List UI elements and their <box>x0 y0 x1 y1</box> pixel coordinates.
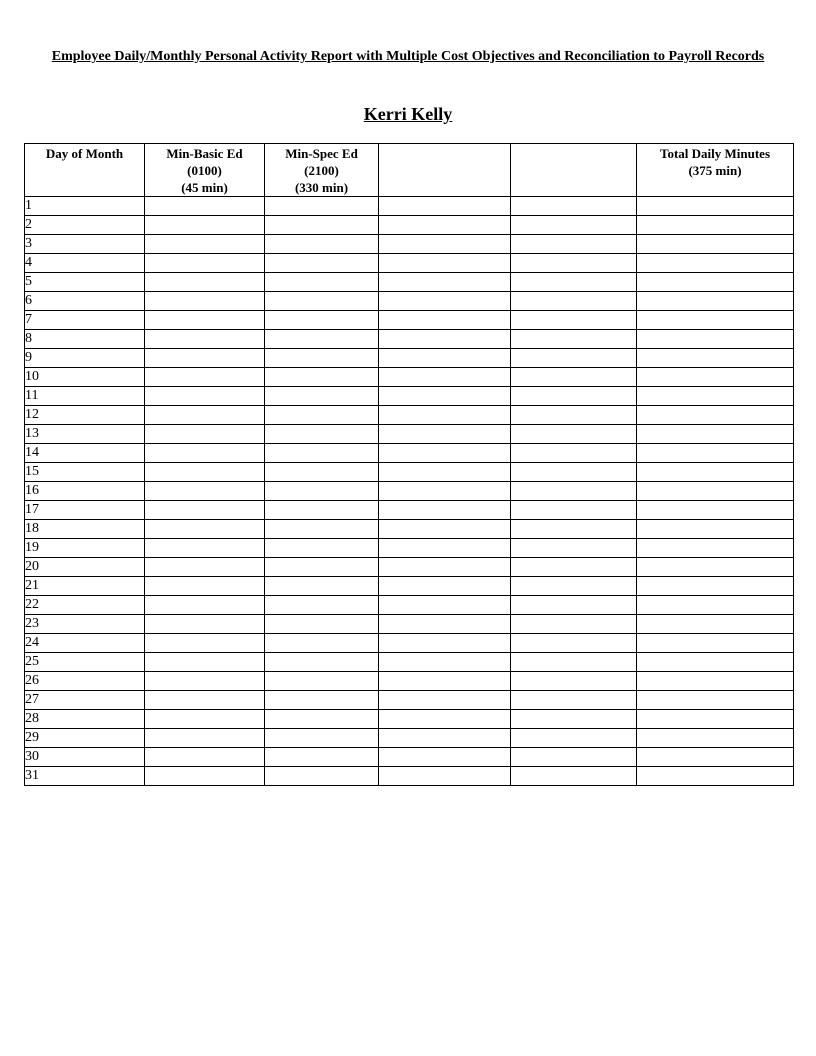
table-row <box>25 634 794 653</box>
column-4-cell[interactable] <box>379 520 511 539</box>
total-daily-minutes-cell[interactable] <box>637 672 794 691</box>
total-daily-minutes-cell[interactable] <box>637 482 794 501</box>
day-number-cell: 12 <box>25 406 145 425</box>
total-daily-minutes-cell[interactable] <box>637 387 794 406</box>
table-row <box>25 406 794 425</box>
table-row <box>25 311 794 330</box>
column-5-cell[interactable] <box>511 748 637 767</box>
spec-ed-cell[interactable] <box>265 235 379 254</box>
day-number-cell: 4 <box>25 254 145 273</box>
spec-ed-cell[interactable] <box>265 216 379 235</box>
spec-ed-cell[interactable] <box>265 254 379 273</box>
table-row <box>25 596 794 615</box>
column-4-cell[interactable] <box>379 596 511 615</box>
basic-ed-cell[interactable] <box>145 539 265 558</box>
total-daily-minutes-cell[interactable] <box>637 653 794 672</box>
basic-ed-cell[interactable] <box>145 691 265 710</box>
spec-ed-cell[interactable] <box>265 387 379 406</box>
basic-ed-cell[interactable] <box>145 501 265 520</box>
table-row <box>25 539 794 558</box>
column-4-cell[interactable] <box>379 767 511 786</box>
column-5-cell[interactable] <box>511 425 637 444</box>
total-daily-minutes-cell[interactable] <box>637 577 794 596</box>
day-number-cell: 27 <box>25 691 145 710</box>
basic-ed-cell[interactable] <box>145 767 265 786</box>
day-number-cell: 26 <box>25 672 145 691</box>
basic-ed-cell[interactable] <box>145 596 265 615</box>
spec-ed-cell[interactable] <box>265 406 379 425</box>
basic-ed-cell[interactable] <box>145 273 265 292</box>
basic-ed-cell[interactable] <box>145 463 265 482</box>
day-number-cell: 5 <box>25 273 145 292</box>
table-row <box>25 425 794 444</box>
header-spec-ed-label: Min-Spec Ed <box>285 146 358 161</box>
table-row <box>25 767 794 786</box>
header-total-label: Total Daily Minutes <box>659 146 771 161</box>
column-5-cell[interactable] <box>511 596 637 615</box>
spec-ed-cell[interactable] <box>265 349 379 368</box>
header-basic-ed-label: Min-Basic Ed <box>166 146 243 161</box>
total-daily-minutes-cell[interactable] <box>637 311 794 330</box>
column-4-cell[interactable] <box>379 406 511 425</box>
day-number-cell: 11 <box>25 387 145 406</box>
basic-ed-cell[interactable] <box>145 444 265 463</box>
header-basic-ed-code: (0100) <box>187 163 222 178</box>
basic-ed-cell[interactable] <box>145 615 265 634</box>
column-4-cell[interactable] <box>379 387 511 406</box>
total-daily-minutes-cell[interactable] <box>637 444 794 463</box>
table-row <box>25 216 794 235</box>
column-5-cell[interactable] <box>511 501 637 520</box>
header-row <box>25 144 794 197</box>
day-number-cell: 1 <box>25 197 145 216</box>
table-row <box>25 197 794 216</box>
column-4-cell[interactable] <box>379 558 511 577</box>
total-daily-minutes-cell[interactable] <box>637 691 794 710</box>
column-5-cell[interactable] <box>511 577 637 596</box>
column-5-cell[interactable] <box>511 235 637 254</box>
spec-ed-cell[interactable] <box>265 539 379 558</box>
day-number-cell: 15 <box>25 463 145 482</box>
table-row <box>25 273 794 292</box>
header-column-5 <box>511 144 637 197</box>
spec-ed-cell[interactable] <box>265 482 379 501</box>
column-4-cell[interactable] <box>379 311 511 330</box>
column-4-cell[interactable] <box>379 748 511 767</box>
day-number-cell: 25 <box>25 653 145 672</box>
table-row <box>25 330 794 349</box>
basic-ed-cell[interactable] <box>145 748 265 767</box>
total-daily-minutes-cell[interactable] <box>637 292 794 311</box>
column-5-cell[interactable] <box>511 463 637 482</box>
spec-ed-cell[interactable] <box>265 197 379 216</box>
spec-ed-cell[interactable] <box>265 368 379 387</box>
column-5-cell[interactable] <box>511 444 637 463</box>
header-column-4 <box>379 144 511 197</box>
spec-ed-cell[interactable] <box>265 596 379 615</box>
spec-ed-cell[interactable] <box>265 311 379 330</box>
basic-ed-cell[interactable] <box>145 406 265 425</box>
day-number-cell: 14 <box>25 444 145 463</box>
day-number-cell: 30 <box>25 748 145 767</box>
day-number-cell: 16 <box>25 482 145 501</box>
header-spec-ed-minutes: (330 min) <box>294 180 349 195</box>
total-daily-minutes-cell[interactable] <box>637 197 794 216</box>
basic-ed-cell[interactable] <box>145 729 265 748</box>
column-5-cell[interactable] <box>511 368 637 387</box>
table-row <box>25 387 794 406</box>
spec-ed-cell[interactable] <box>265 615 379 634</box>
column-5-cell[interactable] <box>511 330 637 349</box>
basic-ed-cell[interactable] <box>145 653 265 672</box>
table-row <box>25 710 794 729</box>
column-4-cell[interactable] <box>379 292 511 311</box>
total-daily-minutes-cell[interactable] <box>637 539 794 558</box>
total-daily-minutes-cell[interactable] <box>637 729 794 748</box>
spec-ed-cell[interactable] <box>265 672 379 691</box>
table-row <box>25 349 794 368</box>
column-5-cell[interactable] <box>511 615 637 634</box>
total-daily-minutes-cell[interactable] <box>637 501 794 520</box>
spec-ed-cell[interactable] <box>265 691 379 710</box>
column-5-cell[interactable] <box>511 197 637 216</box>
column-4-cell[interactable] <box>379 216 511 235</box>
basic-ed-cell[interactable] <box>145 235 265 254</box>
header-basic-ed <box>145 144 265 197</box>
day-number-cell: 2 <box>25 216 145 235</box>
basic-ed-cell[interactable] <box>145 634 265 653</box>
spec-ed-cell[interactable] <box>265 558 379 577</box>
day-number-cell: 6 <box>25 292 145 311</box>
column-4-cell[interactable] <box>379 691 511 710</box>
basic-ed-cell[interactable] <box>145 520 265 539</box>
table-row <box>25 254 794 273</box>
table-row <box>25 482 794 501</box>
column-4-cell[interactable] <box>379 729 511 748</box>
day-number-cell: 3 <box>25 235 145 254</box>
column-4-cell[interactable] <box>379 577 511 596</box>
basic-ed-cell[interactable] <box>145 292 265 311</box>
day-number-cell: 28 <box>25 710 145 729</box>
basic-ed-cell[interactable] <box>145 349 265 368</box>
basic-ed-cell[interactable] <box>145 387 265 406</box>
day-number-cell: 19 <box>25 539 145 558</box>
spec-ed-cell[interactable] <box>265 710 379 729</box>
spec-ed-cell[interactable] <box>265 653 379 672</box>
basic-ed-cell[interactable] <box>145 672 265 691</box>
total-daily-minutes-cell[interactable] <box>637 273 794 292</box>
total-daily-minutes-cell[interactable] <box>637 254 794 273</box>
total-daily-minutes-cell[interactable] <box>637 634 794 653</box>
column-5-cell[interactable] <box>511 216 637 235</box>
column-4-cell[interactable] <box>379 463 511 482</box>
column-5-cell[interactable] <box>511 254 637 273</box>
table-body <box>25 197 794 786</box>
total-daily-minutes-cell[interactable] <box>637 558 794 577</box>
column-5-cell[interactable] <box>511 691 637 710</box>
total-daily-minutes-cell[interactable] <box>637 463 794 482</box>
column-4-cell[interactable] <box>379 444 511 463</box>
day-number-cell: 9 <box>25 349 145 368</box>
column-5-cell[interactable] <box>511 710 637 729</box>
total-daily-minutes-cell[interactable] <box>637 767 794 786</box>
spec-ed-cell[interactable] <box>265 273 379 292</box>
day-number-cell: 8 <box>25 330 145 349</box>
table-row <box>25 615 794 634</box>
spec-ed-cell[interactable] <box>265 748 379 767</box>
day-number-cell: 20 <box>25 558 145 577</box>
total-daily-minutes-cell[interactable] <box>637 710 794 729</box>
table-row <box>25 463 794 482</box>
spec-ed-cell[interactable] <box>265 634 379 653</box>
day-number-cell: 17 <box>25 501 145 520</box>
column-4-cell[interactable] <box>379 425 511 444</box>
spec-ed-cell[interactable] <box>265 292 379 311</box>
day-number-cell: 7 <box>25 311 145 330</box>
day-number-cell: 21 <box>25 577 145 596</box>
header-spec-ed-code: (2100) <box>304 163 339 178</box>
column-4-cell[interactable] <box>379 710 511 729</box>
basic-ed-cell[interactable] <box>145 710 265 729</box>
basic-ed-cell[interactable] <box>145 197 265 216</box>
column-5-cell[interactable] <box>511 634 637 653</box>
spec-ed-cell[interactable] <box>265 463 379 482</box>
day-number-cell: 23 <box>25 615 145 634</box>
column-4-cell[interactable] <box>379 539 511 558</box>
column-4-cell[interactable] <box>379 634 511 653</box>
spec-ed-cell[interactable] <box>265 577 379 596</box>
day-number-cell: 10 <box>25 368 145 387</box>
day-number-cell: 29 <box>25 729 145 748</box>
column-5-cell[interactable] <box>511 558 637 577</box>
report-title: Employee Daily/Monthly Personal Activity Report with Multiple Cost Objectives and Reconciliation to Payroll Records <box>51 49 765 64</box>
employee-name: Kerri Kelly <box>363 104 453 124</box>
column-4-cell[interactable] <box>379 349 511 368</box>
day-number-cell: 13 <box>25 425 145 444</box>
column-4-cell[interactable] <box>379 615 511 634</box>
column-5-cell[interactable] <box>511 672 637 691</box>
table-row <box>25 672 794 691</box>
column-4-cell[interactable] <box>379 501 511 520</box>
column-5-cell[interactable] <box>511 349 637 368</box>
column-5-cell[interactable] <box>511 406 637 425</box>
spec-ed-cell[interactable] <box>265 729 379 748</box>
total-daily-minutes-cell[interactable] <box>637 748 794 767</box>
table-row <box>25 368 794 387</box>
header-total-minutes: (375 min) <box>688 163 742 178</box>
day-number-cell: 24 <box>25 634 145 653</box>
total-daily-minutes-cell[interactable] <box>637 406 794 425</box>
total-daily-minutes-cell[interactable] <box>637 615 794 634</box>
table-row <box>25 235 794 254</box>
day-number-cell: 31 <box>25 767 145 786</box>
column-5-cell[interactable] <box>511 387 637 406</box>
column-5-cell[interactable] <box>511 273 637 292</box>
table-row <box>25 520 794 539</box>
column-4-cell[interactable] <box>379 235 511 254</box>
column-5-cell[interactable] <box>511 729 637 748</box>
spec-ed-cell[interactable] <box>265 444 379 463</box>
basic-ed-cell[interactable] <box>145 254 265 273</box>
table-row <box>25 577 794 596</box>
column-4-cell[interactable] <box>379 672 511 691</box>
spec-ed-cell[interactable] <box>265 767 379 786</box>
column-5-cell[interactable] <box>511 292 637 311</box>
total-daily-minutes-cell[interactable] <box>637 349 794 368</box>
header-spec-ed <box>265 144 379 197</box>
column-5-cell[interactable] <box>511 311 637 330</box>
column-4-cell[interactable] <box>379 330 511 349</box>
total-daily-minutes-cell[interactable] <box>637 368 794 387</box>
total-daily-minutes-cell[interactable] <box>637 216 794 235</box>
activity-table <box>24 143 794 786</box>
total-daily-minutes-cell[interactable] <box>637 330 794 349</box>
column-5-cell[interactable] <box>511 520 637 539</box>
total-daily-minutes-cell[interactable] <box>637 425 794 444</box>
basic-ed-cell[interactable] <box>145 558 265 577</box>
column-5-cell[interactable] <box>511 539 637 558</box>
table-row <box>25 292 794 311</box>
basic-ed-cell[interactable] <box>145 577 265 596</box>
day-number-cell: 18 <box>25 520 145 539</box>
basic-ed-cell[interactable] <box>145 368 265 387</box>
column-4-cell[interactable] <box>379 482 511 501</box>
column-5-cell[interactable] <box>511 767 637 786</box>
table-row <box>25 729 794 748</box>
total-daily-minutes-cell[interactable] <box>637 235 794 254</box>
column-4-cell[interactable] <box>379 653 511 672</box>
column-4-cell[interactable] <box>379 273 511 292</box>
table-row <box>25 558 794 577</box>
table-row <box>25 653 794 672</box>
table-row <box>25 748 794 767</box>
basic-ed-cell[interactable] <box>145 482 265 501</box>
total-daily-minutes-cell[interactable] <box>637 520 794 539</box>
basic-ed-cell[interactable] <box>145 311 265 330</box>
column-5-cell[interactable] <box>511 653 637 672</box>
column-4-cell[interactable] <box>379 254 511 273</box>
basic-ed-cell[interactable] <box>145 330 265 349</box>
total-daily-minutes-cell[interactable] <box>637 596 794 615</box>
basic-ed-cell[interactable] <box>145 425 265 444</box>
column-4-cell[interactable] <box>379 368 511 387</box>
column-4-cell[interactable] <box>379 197 511 216</box>
spec-ed-cell[interactable] <box>265 330 379 349</box>
table-row <box>25 501 794 520</box>
basic-ed-cell[interactable] <box>145 216 265 235</box>
table-row <box>25 691 794 710</box>
header-basic-ed-minutes: (45 min) <box>181 180 228 195</box>
spec-ed-cell[interactable] <box>265 425 379 444</box>
header-day-of-month: Day of Month <box>25 144 145 197</box>
day-number-cell: 22 <box>25 596 145 615</box>
column-5-cell[interactable] <box>511 482 637 501</box>
spec-ed-cell[interactable] <box>265 501 379 520</box>
header-total-daily-minutes <box>637 144 794 197</box>
spec-ed-cell[interactable] <box>265 520 379 539</box>
table-row <box>25 444 794 463</box>
